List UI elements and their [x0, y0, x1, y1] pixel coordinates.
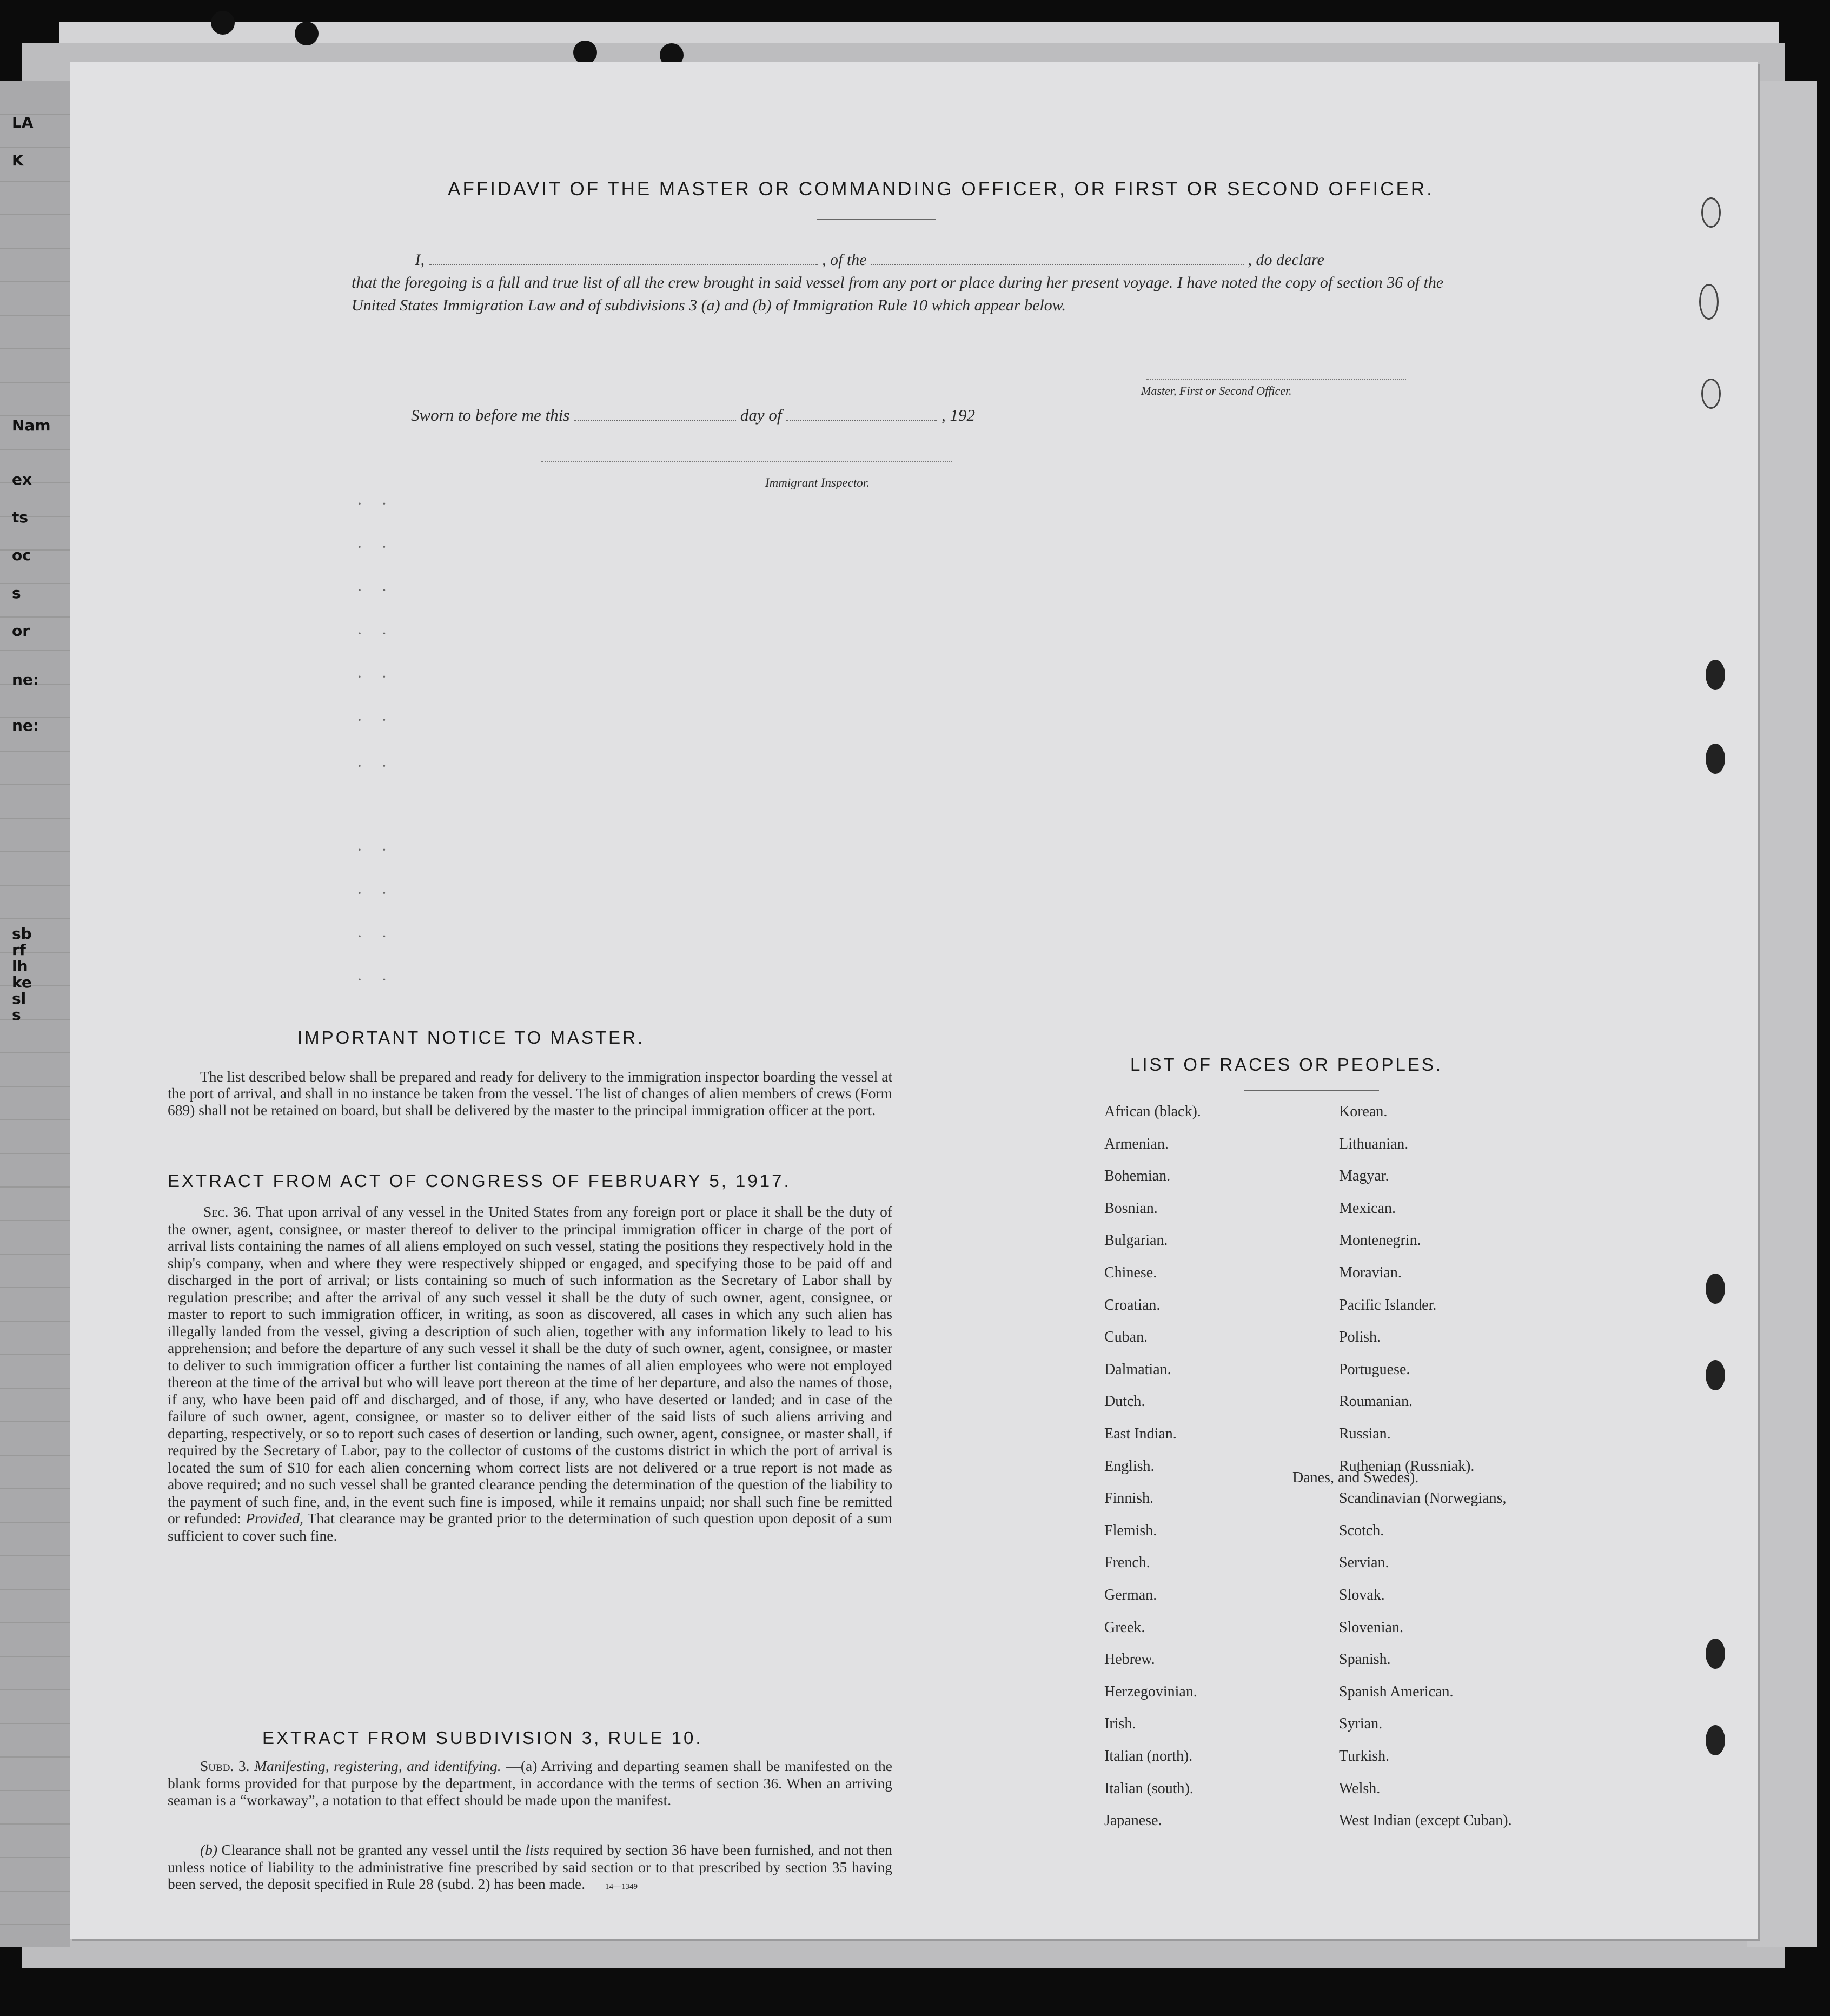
race-item: Armenian. — [1104, 1135, 1169, 1152]
sworn-year: , 192 — [941, 406, 975, 425]
race-item: Scandinavian (Norwegians, — [1339, 1490, 1507, 1507]
punch-hole — [1706, 1360, 1725, 1390]
race-item: Turkish. — [1339, 1748, 1390, 1765]
punch-hole — [1706, 744, 1725, 774]
punch-hole — [1706, 1274, 1725, 1304]
race-item: Slovenian. — [1339, 1619, 1403, 1636]
race-item: Greek. — [1104, 1619, 1145, 1636]
affidavit-title: AFFIDAVIT OF THE MASTER OR COMMANDING OFFICER, OR FIRST OR SECOND OFFICER. — [448, 178, 1434, 200]
declaration-block — [352, 249, 1466, 317]
punch-hole — [1706, 1639, 1725, 1669]
paragraph-a: —(a) Arriving and departing seamen shall be manifested on the blank forms provided for that purpose by the department, in accordance with the terms of section 36. When an arriving seaman is a “workaway”, a notation to that effect should be made upon the manifest. — [168, 1758, 893, 1808]
subdivision-3b-text — [168, 1841, 892, 1896]
stub-marks: · · — [357, 581, 395, 599]
sworn-day-of: day of — [740, 406, 782, 425]
race-item: French. — [1104, 1554, 1150, 1571]
section-36-text — [168, 1203, 892, 1544]
left-strip-mark: oc — [12, 546, 31, 564]
race-item: Finnish. — [1104, 1490, 1154, 1507]
race-item: Korean. — [1339, 1103, 1388, 1120]
race-item: Chinese. — [1104, 1264, 1157, 1281]
paragraph-b-rest: required by section 36 have been furnished, and not then unless notice of liability to the administrative fine prescribed by said section or to that prescribed by section 35 having been served, the deposit specified in Rule 28 (subd. 2) has been made. — [168, 1841, 893, 1892]
sworn-line — [411, 406, 975, 425]
declarant-name-field[interactable] — [429, 264, 818, 265]
sworn-day-field[interactable] — [574, 420, 736, 421]
race-item: East Indian. — [1104, 1425, 1177, 1442]
title-rule — [817, 219, 936, 220]
left-strip-mark: K — [12, 151, 24, 169]
notice-title: IMPORTANT NOTICE TO MASTER. — [297, 1027, 645, 1047]
left-strip-mark: ne: — [12, 717, 39, 734]
race-item: Irish. — [1104, 1715, 1136, 1733]
race-item: Roumanian. — [1339, 1393, 1413, 1410]
left-strip-mark: ne: — [12, 671, 39, 688]
race-item: German. — [1104, 1587, 1157, 1603]
race-item: West Indian (except Cuban). — [1339, 1812, 1512, 1829]
race-item: Ruthenian (Russniak). — [1339, 1457, 1475, 1475]
race-item: Dutch. — [1104, 1393, 1145, 1410]
subdivision-heading: Manifesting, registering, and identifying. — [254, 1758, 501, 1774]
punch-hole — [1701, 379, 1721, 409]
race-item: Magyar. — [1339, 1168, 1389, 1185]
punch-hole — [1706, 1725, 1725, 1755]
race-item: Portuguese. — [1339, 1361, 1410, 1378]
of-the-text: , of the — [822, 251, 867, 269]
left-strip-mark: lh — [12, 957, 28, 975]
race-item: Welsh. — [1339, 1780, 1381, 1797]
race-item: Italian (south). — [1104, 1780, 1194, 1797]
declaration-body: that the foregoing is a full and true list of all the crew brought in said vessel from any port or place during her present voyage. I have noted the copy of section 36 of the United States Immigration Law and of subdivisions 3 (a) and (b) of Immigration Rule 10 which appear below. — [352, 274, 1444, 314]
race-item: Polish. — [1339, 1329, 1381, 1346]
proviso-word: Provided, — [246, 1510, 304, 1527]
declare-text: , do declare — [1248, 251, 1324, 269]
stub-marks: · · — [357, 495, 395, 513]
race-item: Scotch. — [1339, 1522, 1384, 1539]
left-strip-mark: sb — [12, 925, 32, 943]
race-item: Montenegrin. — [1339, 1232, 1421, 1249]
race-item: Flemish. — [1104, 1522, 1157, 1539]
left-strip-mark: ex — [12, 470, 32, 488]
punch-hole — [1701, 197, 1721, 228]
paragraph-b-label: (b) — [200, 1841, 218, 1858]
stub-marks: · · — [357, 841, 395, 859]
race-item: Bulgarian. — [1104, 1232, 1168, 1249]
section-label: Sec. 36. — [203, 1203, 252, 1220]
race-item: Servian. — [1339, 1554, 1389, 1571]
sworn-prefix: Sworn to before me this — [411, 406, 570, 425]
race-item: Moravian. — [1339, 1264, 1402, 1281]
inspector-signature-field[interactable] — [541, 461, 952, 462]
punch-hole — [1699, 284, 1719, 320]
stub-marks: · · — [357, 625, 395, 642]
binder-hole — [573, 41, 597, 64]
stub-marks: · · — [357, 884, 395, 902]
master-signature-field[interactable] — [1146, 379, 1406, 380]
left-sheet-strip — [0, 81, 70, 1947]
binder-hole — [295, 22, 319, 45]
left-strip-mark: Nam — [12, 416, 51, 434]
binder-hole — [211, 11, 235, 35]
race-item: Russian. — [1339, 1425, 1391, 1442]
affidavit-page — [70, 62, 1758, 1939]
race-item: Croatian. — [1104, 1296, 1161, 1314]
rule-extract-title: EXTRACT FROM SUBDIVISION 3, RULE 10. — [262, 1728, 703, 1748]
sworn-month-field[interactable] — [786, 420, 937, 421]
vessel-name-field[interactable] — [871, 264, 1244, 265]
race-item: Lithuanian. — [1339, 1135, 1409, 1152]
stub-marks: · · — [357, 668, 395, 686]
race-item: English. — [1104, 1457, 1155, 1475]
subdivision-3a-text — [168, 1758, 892, 1809]
stub-marks: · · — [357, 927, 395, 945]
inspector-caption: Immigrant Inspector. — [765, 476, 870, 489]
race-item: Cuban. — [1104, 1329, 1148, 1346]
race-item: Spanish American. — [1339, 1683, 1454, 1700]
race-item: Italian (north). — [1104, 1748, 1193, 1765]
section-body: That upon arrival of any vessel in the United States from any foreign port or place it shall be the duty of the owner, agent, consignee, or master thereof to deliver to the principal immigration officer in charge of the port of arrival lists containing the names of all aliens employed on such vessel, stating the positions they respectively hold in the ship's company, when and where they were respectively shipped or engaged, and specifying those to be paid off and discharged in the port of arrival; or lists containing so much of such information as the Secretary of Labor shall by regulation prescribe; and after the arrival of any such vessel it shall be the duty of such owner, agent, consignee, or master to report to such immigration officer, in writing, as soon as discovered, all cases in which any such alien has illegally landed from the vessel, giving a description of such alien, together with any information likely to lead to his apprehension; and before the departure of any such vessel it shall be the duty of such owner, agent, consignee, or master to deliver to such immigration officer a further list containing the names of all alien employees who were not employed thereon at the time of the arrival but who will leave port thereon at the time of her departure, and also the names of those, if any, who have been paid off and discharged, and of those, if any, who have deserted or landed; and in case of the failure of such owner, agent, consignee, or master so to deliver either of the said lists of such aliens arriving and departing, respectively, or so to report such cases of desertion or landing, such owner, agent, consignee, or master shall, if required by the Secretary of Labor, pay to the collector of customs of the customs district in which the port of arrival is located the sum of $10 for each alien concerning whom correct lists are not delivered or a true report is not made as above required; and no such vessel shall be granted clearance pending the determination of the question of the liability to the payment of such fine, and, in the event such fine is imposed, while it remains unpaid; nor shall such fine be remitted or refunded: — [168, 1203, 892, 1527]
race-item: Hebrew. — [1104, 1651, 1155, 1668]
declaration-line — [352, 249, 1466, 271]
left-strip-mark: ts — [12, 508, 29, 526]
left-strip-mark: rf — [12, 941, 26, 959]
stub-marks: · · — [357, 711, 395, 729]
form-number: 14—1349 — [605, 1882, 638, 1891]
stub-marks: · · — [357, 971, 395, 989]
paragraph-b-lists: lists — [525, 1841, 549, 1858]
left-strip-mark: s — [12, 1006, 21, 1024]
race-item: Slovak. — [1339, 1587, 1385, 1603]
stub-marks: · · — [357, 538, 395, 556]
race-item: Mexican. — [1339, 1199, 1396, 1217]
notice-body: The list described below shall be prepared and ready for delivery to the immigration inspector boarding the vessel at the port of arrival, and shall in no instance be taken from the vessel. The list of changes of alien members of crews (Form 689) shall not be retained on board, but shall be delivered by the master to the principal immigration officer at the port. — [168, 1068, 892, 1118]
stub-marks: · · — [357, 757, 395, 775]
subdivision-label: Subd. 3. — [200, 1758, 250, 1774]
race-item: African (black). — [1104, 1103, 1201, 1120]
race-item: Dalmatian. — [1104, 1361, 1171, 1378]
declarant-prefix: I, — [415, 251, 425, 269]
races-title: LIST OF RACES OR PEOPLES. — [1130, 1055, 1443, 1075]
race-item: Bohemian. — [1104, 1168, 1171, 1185]
left-strip-mark: sl — [12, 990, 26, 1007]
race-item: Herzegovinian. — [1104, 1683, 1197, 1700]
race-item: Spanish. — [1339, 1651, 1391, 1668]
punch-hole — [1706, 660, 1725, 690]
paragraph-b-start: Clearance shall not be granted any vessel until the — [221, 1841, 522, 1858]
race-item: Pacific Islander. — [1339, 1296, 1437, 1314]
left-strip-mark: or — [12, 622, 30, 640]
left-strip-mark: LA — [12, 114, 34, 131]
race-item-continuation: Danes, and Swedes). — [1292, 1469, 1419, 1486]
race-item: Bosnian. — [1104, 1199, 1158, 1217]
left-strip-mark: s — [12, 584, 21, 602]
act-extract-title: EXTRACT FROM ACT OF CONGRESS OF FEBRUARY 5, 1917. — [168, 1171, 791, 1191]
proviso-text: That clearance may be granted prior to the determination of such question upon deposit of a sum sufficient to cover such fine. — [168, 1510, 892, 1544]
left-strip-mark: ke — [12, 973, 32, 991]
race-item: Japanese. — [1104, 1812, 1162, 1829]
races-rule — [1244, 1090, 1379, 1091]
signature-caption: Master, First or Second Officer. — [1141, 384, 1292, 397]
race-item: Syrian. — [1339, 1715, 1383, 1733]
